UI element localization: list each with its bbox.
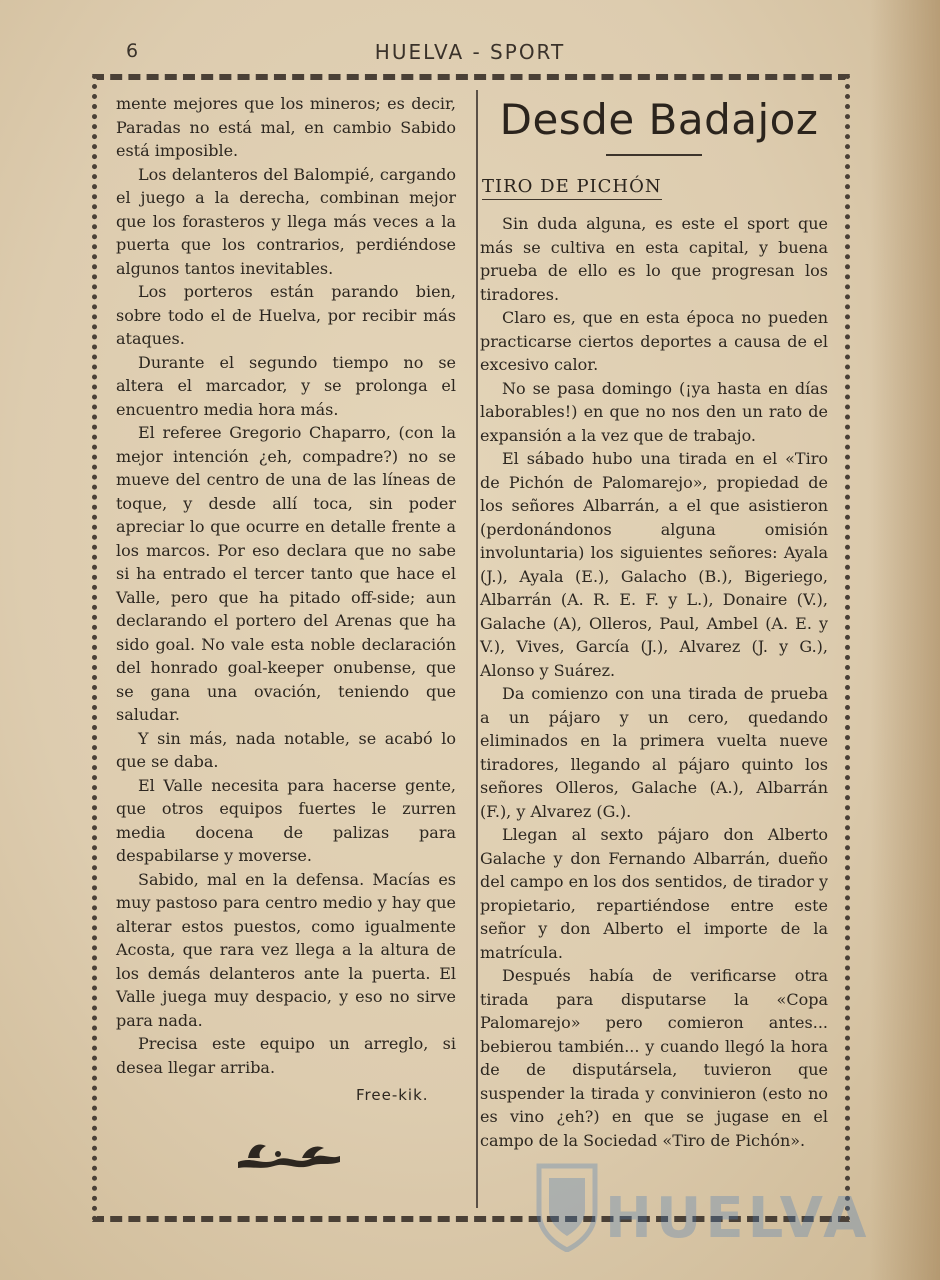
archive-watermark [535,1160,871,1270]
ornament-icon [232,1132,344,1172]
left-paragraph-8: Sabido, mal en la defensa. Macías es muy pastoso para centro medio y hay que alterar estos puestos, como igualmente Acosta, que rara vez llega a la altura de los demás delanteros ante la puerta. El Valle juega muy despacio, y eso no sirve para nada. [116,869,456,1030]
left-paragraph-4: Durante el segundo tiempo no se altera el marcador, y se prolonga el encuentro media hora más. [116,352,456,419]
left-paragraph-5: El referee Gregorio Chaparro, (con la mejor intención ¿eh, compadre?) no se mueve del centro de una de las líneas de toque, y desde allí toca, sin poder apreciar lo que ocurre en detalle frente a los marcos. Por eso declara que no sabe si ha entrado el tercer tanto que hace el Valle, pero que ha pitado off-side; aun declarando el portero del Arenas que ha sido goal. No vale esta noble declaración del honrado goal-keeper onubense, que se gana una ovación, teniendo que saludar. [116,423,456,724]
page-edge-shadow [870,0,940,1280]
left-paragraph-9: Precisa este equipo un arreglo, si desea llegar arriba. [116,1034,456,1077]
left-paragraph-3: Los porteros están parando bien, sobre todo el de Huelva, por recibir más ataques. [116,282,456,348]
article-subheading: TIRO DE PICHÓN [482,176,662,200]
watermark-text: HUELVA [605,1186,871,1251]
column-divider [476,90,478,1208]
left-paragraph-6: Y sin más, nada notable, se acabó lo que se daba. [116,728,456,771]
right-paragraph-6: Llegan al sexto pájaro don Alberto Galache y don Fernando Albarrán, dueño del campo en los dos sentidos, de tirador y propietario, repartiéndose entre este señor y don Alberto el importe de la matrícula. [480,825,828,962]
right-paragraph-7: Después había de verificarse otra tirada para disputarse la «Copa Palomarejo» pero comieron antes... bebierou también... y cuando llegó la hora de de disputársela, tuvieron que suspender la tirada y convinieron (esto no es vino ¿eh?) en que se jugase en el campo de la Sociedad «Tiro de Pichón». [480,966,828,1150]
left-paragraph-1: mente mejores que los mineros; es decir, Paradas no está mal, en cambio Sabido está imposible. [116,94,456,160]
article-title: Desde Badajoz [499,95,819,144]
left-column [116,92,456,1079]
author-signature: Free-kik. [356,1086,429,1104]
page-number: 6 [126,40,139,62]
running-title: HUELVA - SPORT [374,40,566,64]
left-paragraph-2: Los delanteros del Balompié, cargando el juego a la derecha, combinan mejor que los forasteros y llega más veces a la puerta que los contrarios, perdiéndose algunos tantos inevitables. [116,164,456,278]
shield-icon [535,1160,599,1252]
right-paragraph-4: El sábado hubo una tirada en el «Tiro de Pichón de Palomarejo», propiedad de los señores Albarrán, a el que asistieron (perdonándonos alguna omisión involuntaria) los siguientes señores: Ayala (J.), Ayala (E.), Galacho (B.), Bigeriego, Albarrán (A. R. E. F. y L.), Donaire (V.), Galache (A), Olleros, Paul, Ambel (A. E. y V.), Vives, García (J.), Alvarez (J. y G.), Alonso y Suárez. [480,449,828,680]
right-paragraph-3: No se pasa domingo (¡ya hasta en días laborables!) en que no nos den un rato de expansión a la vez que de trabajo. [480,378,828,445]
title-underline-rule [606,154,702,156]
page-header [0,38,940,68]
right-paragraph-1: Sin duda alguna, es este el sport que más se cultiva en esta capital, y buena prueba de ello es lo que progresan los tiradores. [480,214,828,304]
right-paragraph-5: Da comienzo con una tirada de prueba a un pájaro y un cero, quedando eliminados en la primera vuelta nueve tiradores, llegando al pájaro quinto los señores Olleros, Galache (A.), Albarrán (F.), y Alvarez (G.). [480,684,828,821]
left-paragraph-7: El Valle necesita para hacerse gente, que otros equipos fuertes le zurren media docena de palizas para despabilarse y moverse. [116,775,456,865]
right-paragraph-2: Claro es, que en esta época no pueden practicarse ciertos deportes a causa de el excesivo calor. [480,308,828,374]
right-column [480,212,828,1152]
